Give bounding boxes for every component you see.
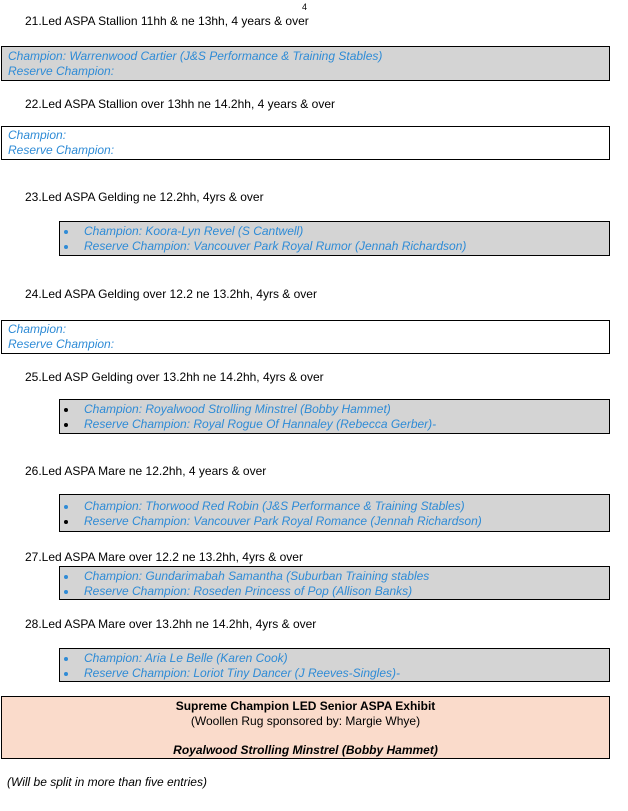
- list-item: [60, 651, 609, 666]
- class-28-reserve: Reserve Champion: Loriot Tiny Dancer (J Reeves-Singles)-: [84, 666, 401, 680]
- supreme-champion-sponsor: (Woollen Rug sponsored by: Margie Whye): [190, 714, 421, 728]
- bullet-icon: [64, 230, 68, 234]
- class-24-heading: 24.Led ASPA Gelding over 12.2 ne 13.2hh, 4yrs & over: [25, 287, 317, 301]
- class-28-results: [59, 648, 610, 682]
- bullet-icon: [64, 657, 68, 661]
- class-23-heading: 23.Led ASPA Gelding ne 12.2hh, 4yrs & over: [25, 190, 264, 204]
- supreme-champion-winner: Royalwood Strolling Minstrel (Bobby Hammet): [173, 743, 438, 757]
- class-25-champion: Champion: Royalwood Strolling Minstrel (Bobby Hammet): [84, 402, 391, 416]
- bullet-icon: [64, 423, 68, 427]
- class-25-heading: 25.Led ASP Gelding over 13.2hh ne 14.2hh, 4yrs & over: [25, 370, 324, 384]
- class-21-champion: Champion: Warrenwood Cartier (J&S Performance & Training Stables): [8, 49, 383, 63]
- list-item: [60, 239, 609, 254]
- class-23-reserve: Reserve Champion: Vancouver Park Royal Rumor (Jennah Richardson): [84, 239, 467, 253]
- class-21-heading: 21.Led ASPA Stallion 11hh & ne 13hh, 4 years & over: [25, 14, 309, 28]
- bullet-icon: [64, 672, 68, 676]
- list-item: [60, 402, 609, 417]
- class-21-reserve: Reserve Champion:: [8, 64, 115, 78]
- class-27-reserve: Reserve Champion: Roseden Princess of Pop (Allison Banks): [84, 584, 413, 598]
- bullet-icon: [64, 505, 68, 509]
- list-item: [60, 569, 609, 584]
- class-24-champion: Champion:: [8, 322, 67, 336]
- class-24-results: [1, 320, 610, 354]
- bullet-icon: [64, 408, 68, 412]
- bullet-icon: [64, 575, 68, 579]
- class-21-results: [1, 46, 610, 81]
- class-22-champion: Champion:: [8, 128, 67, 142]
- list-item: [60, 666, 609, 681]
- supreme-champion-box: [1, 696, 610, 759]
- split-note: (Will be split in more than five entries): [7, 775, 207, 789]
- class-22-results: [1, 126, 610, 160]
- class-26-reserve: Reserve Champion: Vancouver Park Royal Romance (Jennah Richardson): [84, 514, 482, 528]
- class-26-heading: 26.Led ASPA Mare ne 12.2hh, 4 years & over: [25, 464, 267, 478]
- class-26-results: [59, 494, 610, 532]
- class-27-champion: Champion: Gundarimabah Samantha (Suburban Training stables: [84, 569, 430, 583]
- class-25-results: [59, 399, 610, 434]
- list-item: [60, 499, 609, 514]
- bullet-icon: [64, 245, 68, 249]
- page-number: 4: [302, 2, 308, 12]
- supreme-champion-title: Supreme Champion LED Senior ASPA Exhibit: [175, 699, 436, 713]
- class-22-reserve: Reserve Champion:: [8, 143, 115, 157]
- class-25-reserve: Reserve Champion: Royal Rogue Of Hannaley (Rebecca Gerber)-: [84, 417, 437, 431]
- list-item: [60, 417, 609, 432]
- class-26-champion: Champion: Thorwood Red Robin (J&S Performance & Training Stables): [84, 499, 465, 513]
- class-24-reserve: Reserve Champion:: [8, 337, 115, 351]
- list-item: [60, 584, 609, 599]
- class-22-heading: 22.Led ASPA Stallion over 13hh ne 14.2hh, 4 years & over: [25, 97, 335, 111]
- class-28-heading: 28.Led ASPA Mare over 13.2hh ne 14.2hh, 4yrs & over: [25, 617, 317, 631]
- class-23-champion: Champion: Koora-Lyn Revel (S Cantwell): [84, 224, 304, 238]
- class-27-heading: 27.Led ASPA Mare over 12.2 ne 13.2hh, 4yrs & over: [25, 550, 303, 564]
- class-23-results: [59, 221, 610, 256]
- bullet-icon: [64, 590, 68, 594]
- list-item: [60, 224, 609, 239]
- class-28-champion: Champion: Aria Le Belle (Karen Cook): [84, 651, 288, 665]
- bullet-icon: [64, 520, 68, 524]
- list-item: [60, 514, 609, 529]
- class-27-results: [59, 566, 610, 600]
